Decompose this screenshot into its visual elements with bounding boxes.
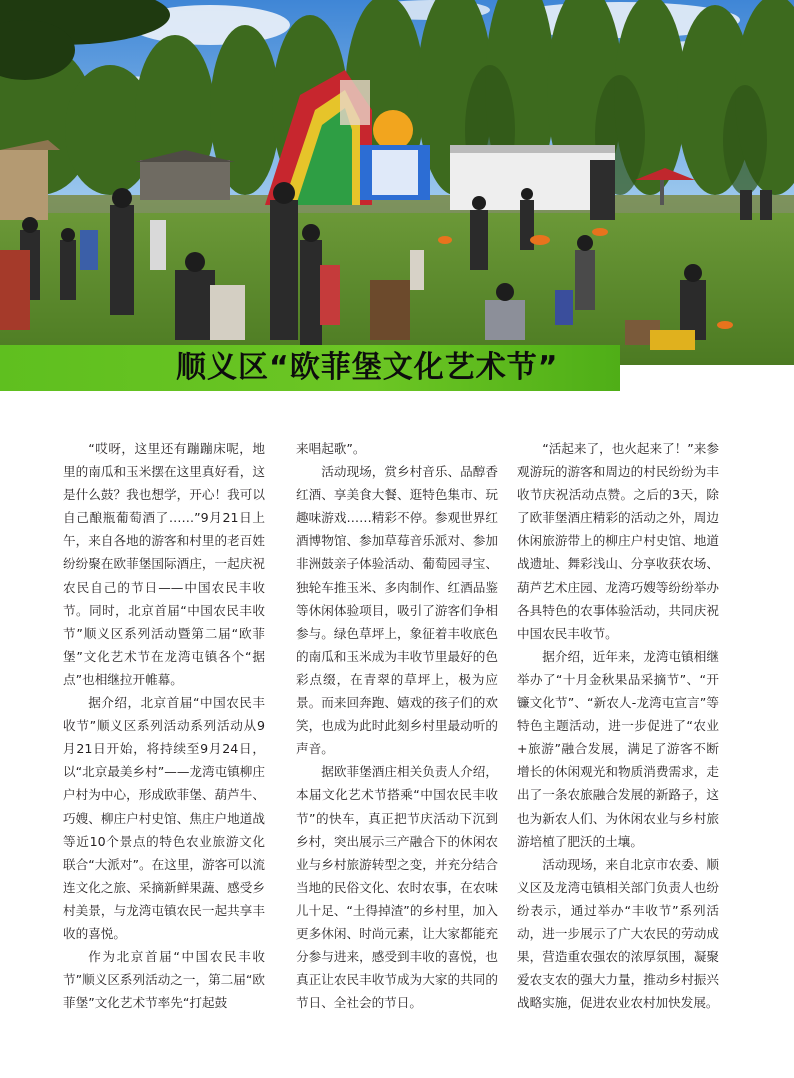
paragraph: 活动现场，来自北京市农委、顺义区及龙湾屯镇相关部门负责人也纷纷表示，通过举办“丰收节”系列活动，进一步展示了广大农民的劳动成果，营造重农强农的浓厚氛围，凝聚爱农支农的强大力量，推动乡村振兴战略实施，促进农业农村加快发展。: [517, 856, 719, 1011]
paragraph-continued: 来唱起歌”。: [296, 441, 366, 456]
paragraph: 据介绍，北京首届“中国农民丰收节”顺义区系列活动系列活动从9月21日开始，将持续至9月24日，以“北京最美乡村”——龙湾屯镇柳庄户村为中心，形成欧菲堡、葫芦牛、巧嫂、柳庄户村史馆、焦庄户地道战等近10个景点的特色农业旅游文化联合“大派对”。在这里，游客可以流连文化之旅、采摘新鲜果蔬、感受乡村美景，与龙湾屯镇农民一起共享丰收的喜悦。: [63, 695, 265, 941]
festival-photo: [0, 0, 794, 365]
paragraph: “活起来了，也火起来了！”来参观游玩的游客和周边的村民纷纷为丰收节庆祝活动点赞。之后的3天，除了欧菲堡酒庄精彩的活动之外，周边休闲旅游带上的柳庄户村史馆、地道战遗址、舞彩浅山、分享收获农场、葫芦艺术庄园、龙湾巧嫂等纷纷举办各具特色的农事体验活动，共同庆祝中国农民丰收节。: [517, 441, 719, 641]
paragraph: 据介绍，近年来，龙湾屯镇相继举办了“十月金秋果品采摘节”、“开镰文化节”、“新农人-龙湾屯宣言”等特色主题活动，进一步促进了“农业+旅游”融合发展，满足了游客不断增长的休闲观光和物质消费需求，走出了一条农旅融合发展的新路子，这也为新农人们、为休闲农业与乡村旅游培植了肥沃的土壤。: [517, 648, 719, 849]
paragraph: 作为北京首届“中国农民丰收节”顺义区系列活动之一，第二届“欧菲堡”文化艺术节率先“打起鼓: [63, 949, 265, 1011]
article-column-3: [517, 437, 719, 1014]
article-column-2: [296, 437, 498, 1014]
article-title: 顺义区“欧菲堡文化艺术节”: [176, 350, 559, 385]
paragraph: 活动现场，赏乡村音乐、品醇香红酒、享美食大餐、逛特色集市、玩趣味游戏……精彩不停。参观世界红酒博物馆、参加草莓音乐派对、参加非洲鼓亲子体验活动、葡萄园寻宝、独轮车推玉米、多肉制作、红酒品鉴等休闲体验项目，吸引了游客们争相参与。绿色草坪上，象征着丰收底色的南瓜和玉米成为丰收节里最好的色彩点缀，在青翠的草坪上，极为应景。而来回奔跑、嬉戏的孩子们的欢笑，也成为此时此刻乡村里最动听的声音。: [296, 464, 498, 757]
article-column-1: [63, 437, 265, 1014]
paragraph: “哎呀，这里还有蹦蹦床呢，地里的南瓜和玉米摆在这里真好看，这是什么鼓？我也想学，开心！我可以自己酿瓶葡萄酒了……”9月21日上午，来自各地的游客和村里的老百姓纷纷聚在欧菲堡国际酒庄，一起庆祝农民自己的节日——中国农民丰收节。同时，北京首届“中国农民丰收节”顺义区系列活动暨第二届“欧菲堡”文化艺术节在龙湾屯镇各个“据点”也相继拉开帷幕。: [63, 441, 265, 687]
paragraph: 据欧菲堡酒庄相关负责人介绍，本届文化艺术节搭乘“中国农民丰收节”的快车，真正把节庆活动下沉到乡村，突出展示三产融合下的休闲农业与乡村旅游转型之变，并充分结合当地的民俗文化、农时农事，在农味儿十足、“土得掉渣”的乡村里，加入更多休闲、时尚元素，让大家都能充分参与进来，感受到丰收的喜悦，也真正让农民丰收节成为大家的共同的节日、全社会的节日。: [296, 764, 498, 1011]
